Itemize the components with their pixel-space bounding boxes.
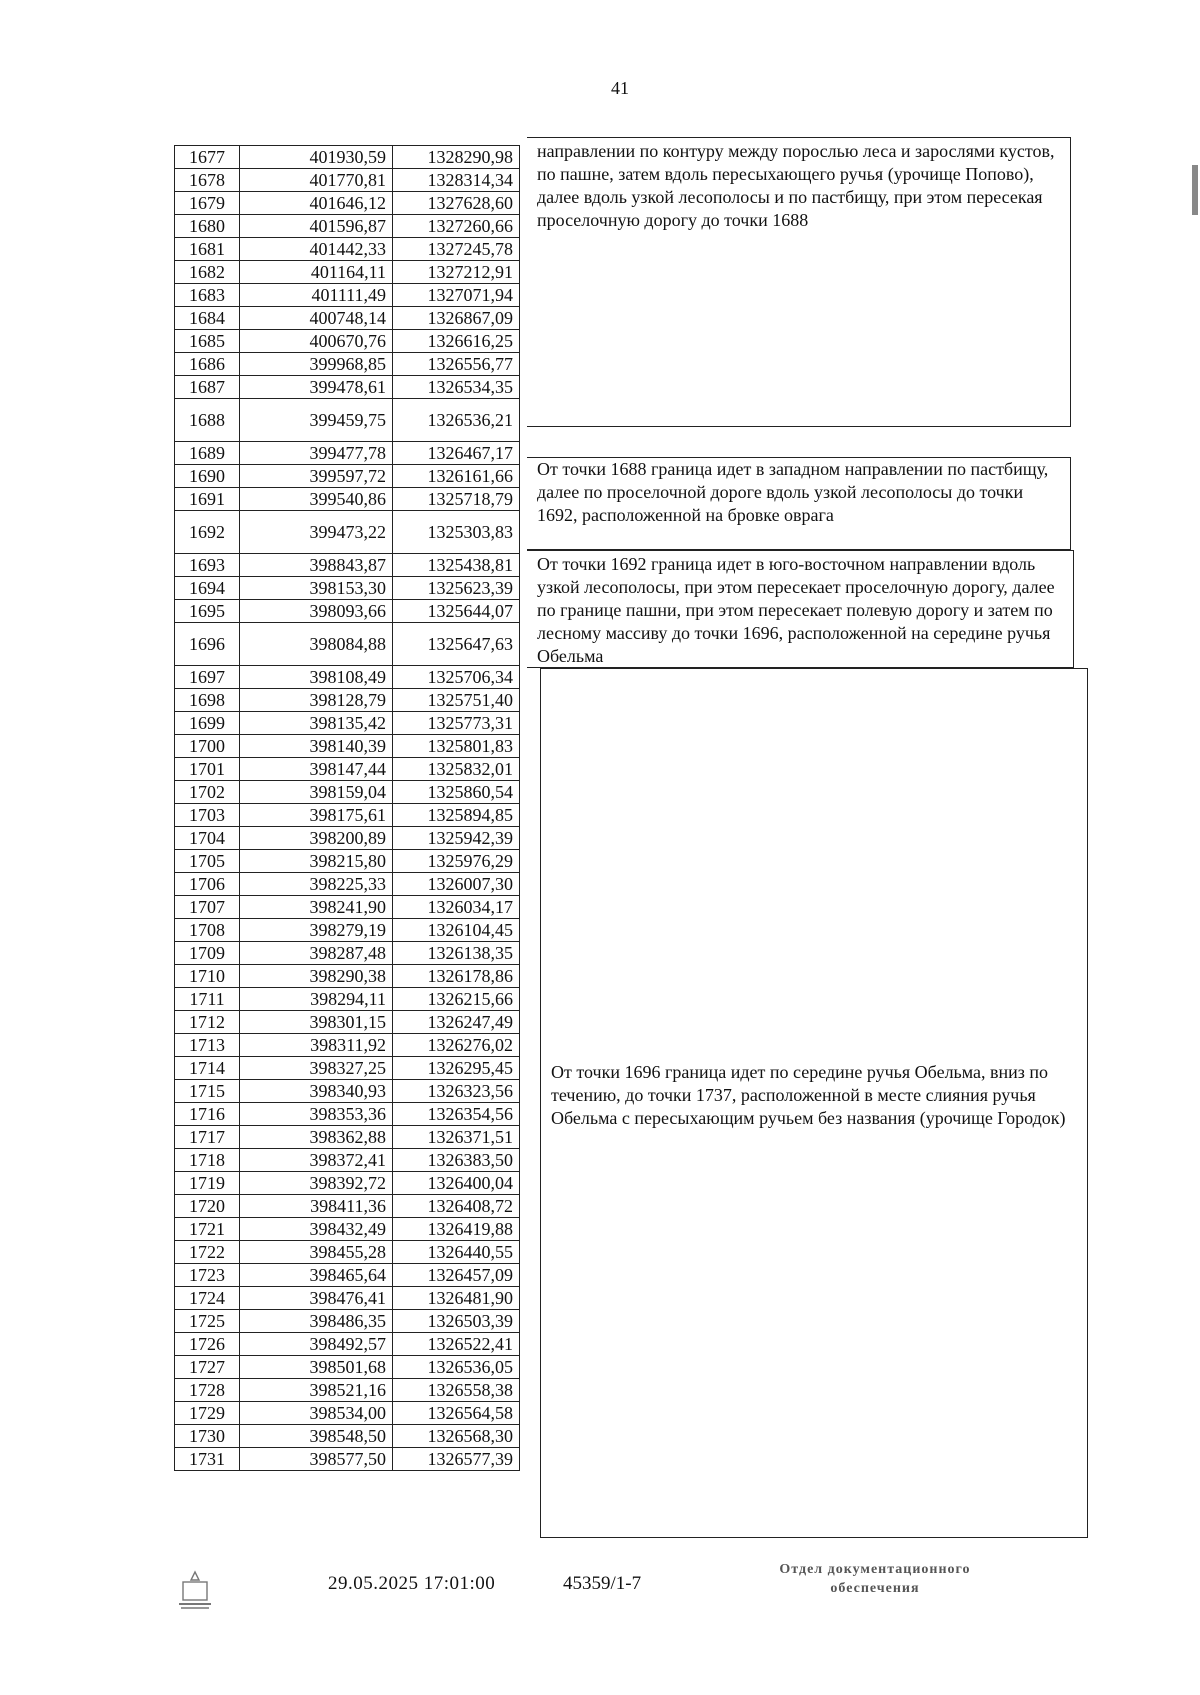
table-row <box>175 465 520 488</box>
point-number-cell: 1697 <box>175 666 240 689</box>
x-coordinate-cell: 398294,11 <box>240 988 393 1011</box>
table-row <box>175 1356 520 1379</box>
table-row <box>175 376 520 399</box>
y-coordinate-cell: 1326400,04 <box>393 1172 520 1195</box>
table-row <box>175 238 520 261</box>
point-number-cell: 1711 <box>175 988 240 1011</box>
x-coordinate-cell: 398548,50 <box>240 1425 393 1448</box>
x-coordinate-cell: 399968,85 <box>240 353 393 376</box>
x-coordinate-cell: 401770,81 <box>240 169 393 192</box>
x-coordinate-cell: 401646,12 <box>240 192 393 215</box>
point-number-cell: 1702 <box>175 781 240 804</box>
footer-document-code: 45359/1-7 <box>563 1573 642 1594</box>
x-coordinate-cell: 398225,33 <box>240 873 393 896</box>
y-coordinate-cell: 1328290,98 <box>393 146 520 169</box>
table-row <box>175 192 520 215</box>
x-coordinate-cell: 398372,41 <box>240 1149 393 1172</box>
y-coordinate-cell: 1327628,60 <box>393 192 520 215</box>
point-number-cell: 1724 <box>175 1287 240 1310</box>
y-coordinate-cell: 1325894,85 <box>393 804 520 827</box>
table-row <box>175 988 520 1011</box>
table-row <box>175 307 520 330</box>
table-row <box>175 827 520 850</box>
x-coordinate-cell: 398476,41 <box>240 1287 393 1310</box>
x-coordinate-cell: 398521,16 <box>240 1379 393 1402</box>
y-coordinate-cell: 1327245,78 <box>393 238 520 261</box>
x-coordinate-cell: 399473,22 <box>240 511 393 554</box>
point-number-cell: 1707 <box>175 896 240 919</box>
point-number-cell: 1700 <box>175 735 240 758</box>
table-row <box>175 942 520 965</box>
y-coordinate-cell: 1326371,51 <box>393 1126 520 1149</box>
x-coordinate-cell: 398465,64 <box>240 1264 393 1287</box>
x-coordinate-cell: 398534,00 <box>240 1402 393 1425</box>
table-row <box>175 689 520 712</box>
table-row <box>175 1011 520 1034</box>
y-coordinate-cell: 1326276,02 <box>393 1034 520 1057</box>
x-coordinate-cell: 398340,93 <box>240 1080 393 1103</box>
table-row <box>175 399 520 442</box>
y-coordinate-cell: 1326503,39 <box>393 1310 520 1333</box>
y-coordinate-cell: 1327212,91 <box>393 261 520 284</box>
point-number-cell: 1698 <box>175 689 240 712</box>
y-coordinate-cell: 1326104,45 <box>393 919 520 942</box>
table-row <box>175 896 520 919</box>
point-number-cell: 1725 <box>175 1310 240 1333</box>
x-coordinate-cell: 400670,76 <box>240 330 393 353</box>
point-number-cell: 1690 <box>175 465 240 488</box>
department-stamp <box>725 1560 1025 1598</box>
x-coordinate-cell: 401164,11 <box>240 261 393 284</box>
y-coordinate-cell: 1326577,39 <box>393 1448 520 1471</box>
point-number-cell: 1731 <box>175 1448 240 1471</box>
table-row <box>175 1448 520 1471</box>
table-row <box>175 1195 520 1218</box>
table-row <box>175 1126 520 1149</box>
point-number-cell: 1701 <box>175 758 240 781</box>
table-row <box>175 1172 520 1195</box>
y-coordinate-cell: 1326138,35 <box>393 942 520 965</box>
point-number-cell: 1730 <box>175 1425 240 1448</box>
x-coordinate-cell: 399459,75 <box>240 399 393 442</box>
x-coordinate-cell: 398108,49 <box>240 666 393 689</box>
x-coordinate-cell: 398486,35 <box>240 1310 393 1333</box>
point-number-cell: 1684 <box>175 307 240 330</box>
point-number-cell: 1678 <box>175 169 240 192</box>
x-coordinate-cell: 398287,48 <box>240 942 393 965</box>
stamp-line-1: Отдел документационного <box>779 1562 971 1577</box>
y-coordinate-cell: 1326354,56 <box>393 1103 520 1126</box>
x-coordinate-cell: 398175,61 <box>240 804 393 827</box>
y-coordinate-cell: 1325303,83 <box>393 511 520 554</box>
x-coordinate-cell: 398501,68 <box>240 1356 393 1379</box>
x-coordinate-cell: 398492,57 <box>240 1333 393 1356</box>
y-coordinate-cell: 1325644,07 <box>393 600 520 623</box>
x-coordinate-cell: 401930,59 <box>240 146 393 169</box>
point-number-cell: 1717 <box>175 1126 240 1149</box>
point-number-cell: 1716 <box>175 1103 240 1126</box>
x-coordinate-cell: 398311,92 <box>240 1034 393 1057</box>
point-number-cell: 1688 <box>175 399 240 442</box>
x-coordinate-cell: 399540,86 <box>240 488 393 511</box>
emblem-icon <box>175 1568 215 1612</box>
table-row <box>175 1287 520 1310</box>
table-row <box>175 284 520 307</box>
table-row <box>175 804 520 827</box>
y-coordinate-cell: 1325718,79 <box>393 488 520 511</box>
point-number-cell: 1680 <box>175 215 240 238</box>
y-coordinate-cell: 1326440,55 <box>393 1241 520 1264</box>
coordinates-table <box>174 145 520 1471</box>
point-number-cell: 1728 <box>175 1379 240 1402</box>
y-coordinate-cell: 1326215,66 <box>393 988 520 1011</box>
y-coordinate-cell: 1326383,50 <box>393 1149 520 1172</box>
x-coordinate-cell: 398301,15 <box>240 1011 393 1034</box>
scan-edge-mark <box>1192 165 1198 215</box>
point-number-cell: 1720 <box>175 1195 240 1218</box>
table-row <box>175 1080 520 1103</box>
y-coordinate-cell: 1326408,72 <box>393 1195 520 1218</box>
boundary-description-3: От точки 1692 граница идет в юго-восточном направлении вдоль узкой лесополосы, при этом пересекает проселочную дорогу, далее по границе пашни, при этом пересекает полевую дорогу и затем по лесному массиву до точки 1696, расположенной на середине ручья Обельма <box>527 550 1074 668</box>
point-number-cell: 1679 <box>175 192 240 215</box>
point-number-cell: 1691 <box>175 488 240 511</box>
table-row <box>175 1333 520 1356</box>
x-coordinate-cell: 398353,36 <box>240 1103 393 1126</box>
x-coordinate-cell: 398128,79 <box>240 689 393 712</box>
x-coordinate-cell: 398577,50 <box>240 1448 393 1471</box>
point-number-cell: 1685 <box>175 330 240 353</box>
table-row <box>175 215 520 238</box>
point-number-cell: 1708 <box>175 919 240 942</box>
y-coordinate-cell: 1325942,39 <box>393 827 520 850</box>
table-row <box>175 353 520 376</box>
y-coordinate-cell: 1326161,66 <box>393 465 520 488</box>
y-coordinate-cell: 1327071,94 <box>393 284 520 307</box>
x-coordinate-cell: 399477,78 <box>240 442 393 465</box>
y-coordinate-cell: 1325751,40 <box>393 689 520 712</box>
x-coordinate-cell: 398147,44 <box>240 758 393 781</box>
table-row <box>175 1264 520 1287</box>
point-number-cell: 1704 <box>175 827 240 850</box>
y-coordinate-cell: 1327260,66 <box>393 215 520 238</box>
table-row <box>175 1425 520 1448</box>
y-coordinate-cell: 1326295,45 <box>393 1057 520 1080</box>
point-number-cell: 1695 <box>175 600 240 623</box>
x-coordinate-cell: 398215,80 <box>240 850 393 873</box>
x-coordinate-cell: 401442,33 <box>240 238 393 261</box>
x-coordinate-cell: 398290,38 <box>240 965 393 988</box>
x-coordinate-cell: 398153,30 <box>240 577 393 600</box>
table-row <box>175 169 520 192</box>
x-coordinate-cell: 398159,04 <box>240 781 393 804</box>
point-number-cell: 1686 <box>175 353 240 376</box>
x-coordinate-cell: 401111,49 <box>240 284 393 307</box>
y-coordinate-cell: 1325647,63 <box>393 623 520 666</box>
y-coordinate-cell: 1326247,49 <box>393 1011 520 1034</box>
y-coordinate-cell: 1326558,38 <box>393 1379 520 1402</box>
y-coordinate-cell: 1325623,39 <box>393 577 520 600</box>
y-coordinate-cell: 1326481,90 <box>393 1287 520 1310</box>
y-coordinate-cell: 1325773,31 <box>393 712 520 735</box>
point-number-cell: 1681 <box>175 238 240 261</box>
y-coordinate-cell: 1326457,09 <box>393 1264 520 1287</box>
x-coordinate-cell: 398455,28 <box>240 1241 393 1264</box>
point-number-cell: 1714 <box>175 1057 240 1080</box>
table-row <box>175 873 520 896</box>
point-number-cell: 1689 <box>175 442 240 465</box>
table-row <box>175 758 520 781</box>
table-row <box>175 261 520 284</box>
x-coordinate-cell: 398241,90 <box>240 896 393 919</box>
x-coordinate-cell: 398362,88 <box>240 1126 393 1149</box>
x-coordinate-cell: 398432,49 <box>240 1218 393 1241</box>
table-row <box>175 919 520 942</box>
point-number-cell: 1696 <box>175 623 240 666</box>
x-coordinate-cell: 398843,87 <box>240 554 393 577</box>
table-row <box>175 1057 520 1080</box>
table-row <box>175 488 520 511</box>
table-row <box>175 1241 520 1264</box>
point-number-cell: 1677 <box>175 146 240 169</box>
y-coordinate-cell: 1326536,05 <box>393 1356 520 1379</box>
point-number-cell: 1710 <box>175 965 240 988</box>
x-coordinate-cell: 398200,89 <box>240 827 393 850</box>
point-number-cell: 1723 <box>175 1264 240 1287</box>
table-row <box>175 1218 520 1241</box>
x-coordinate-cell: 401596,87 <box>240 215 393 238</box>
point-number-cell: 1693 <box>175 554 240 577</box>
y-coordinate-cell: 1326556,77 <box>393 353 520 376</box>
y-coordinate-cell: 1326467,17 <box>393 442 520 465</box>
y-coordinate-cell: 1326616,25 <box>393 330 520 353</box>
table-row <box>175 554 520 577</box>
point-number-cell: 1721 <box>175 1218 240 1241</box>
table-row <box>175 735 520 758</box>
y-coordinate-cell: 1326568,30 <box>393 1425 520 1448</box>
y-coordinate-cell: 1325706,34 <box>393 666 520 689</box>
y-coordinate-cell: 1326867,09 <box>393 307 520 330</box>
point-number-cell: 1705 <box>175 850 240 873</box>
y-coordinate-cell: 1325832,01 <box>393 758 520 781</box>
point-number-cell: 1729 <box>175 1402 240 1425</box>
y-coordinate-cell: 1326536,21 <box>393 399 520 442</box>
y-coordinate-cell: 1325860,54 <box>393 781 520 804</box>
y-coordinate-cell: 1326178,86 <box>393 965 520 988</box>
point-number-cell: 1719 <box>175 1172 240 1195</box>
y-coordinate-cell: 1328314,34 <box>393 169 520 192</box>
y-coordinate-cell: 1326323,56 <box>393 1080 520 1103</box>
footer-datetime: 29.05.2025 17:01:00 <box>328 1573 496 1594</box>
point-number-cell: 1694 <box>175 577 240 600</box>
x-coordinate-cell: 398140,39 <box>240 735 393 758</box>
table-row <box>175 623 520 666</box>
table-row <box>175 1310 520 1333</box>
y-coordinate-cell: 1326564,58 <box>393 1402 520 1425</box>
table-row <box>175 666 520 689</box>
table-row <box>175 577 520 600</box>
x-coordinate-cell: 398093,66 <box>240 600 393 623</box>
y-coordinate-cell: 1326007,30 <box>393 873 520 896</box>
table-row <box>175 781 520 804</box>
table-row <box>175 511 520 554</box>
table-row <box>175 1034 520 1057</box>
point-number-cell: 1703 <box>175 804 240 827</box>
table-row <box>175 1379 520 1402</box>
y-coordinate-cell: 1326522,41 <box>393 1333 520 1356</box>
table-row <box>175 1149 520 1172</box>
table-row <box>175 146 520 169</box>
x-coordinate-cell: 399597,72 <box>240 465 393 488</box>
point-number-cell: 1722 <box>175 1241 240 1264</box>
table-row <box>175 965 520 988</box>
x-coordinate-cell: 400748,14 <box>240 307 393 330</box>
y-coordinate-cell: 1325438,81 <box>393 554 520 577</box>
point-number-cell: 1727 <box>175 1356 240 1379</box>
x-coordinate-cell: 398135,42 <box>240 712 393 735</box>
y-coordinate-cell: 1326419,88 <box>393 1218 520 1241</box>
x-coordinate-cell: 399478,61 <box>240 376 393 399</box>
x-coordinate-cell: 398084,88 <box>240 623 393 666</box>
stamp-line-2: обеспечения <box>830 1581 920 1596</box>
y-coordinate-cell: 1326034,17 <box>393 896 520 919</box>
y-coordinate-cell: 1326534,35 <box>393 376 520 399</box>
x-coordinate-cell: 398411,36 <box>240 1195 393 1218</box>
table-row <box>175 850 520 873</box>
point-number-cell: 1706 <box>175 873 240 896</box>
y-coordinate-cell: 1325801,83 <box>393 735 520 758</box>
table-row <box>175 1103 520 1126</box>
page-number: 41 <box>611 78 629 98</box>
table-row <box>175 1402 520 1425</box>
boundary-description-4: От точки 1696 граница идет по середине ручья Обельма, вниз по течению, до точки 1737, расположенной в месте слияния ручья Обельма с пересыхающим ручьем без названия (урочище Городок) <box>540 668 1088 1538</box>
point-number-cell: 1718 <box>175 1149 240 1172</box>
x-coordinate-cell: 398279,19 <box>240 919 393 942</box>
boundary-description-2: От точки 1688 граница идет в западном направлении по пастбищу, далее по проселочной дороге вдоль узкой лесополосы до точки 1692, расположенной на бровке оврага <box>527 457 1071 550</box>
point-number-cell: 1713 <box>175 1034 240 1057</box>
y-coordinate-cell: 1325976,29 <box>393 850 520 873</box>
point-number-cell: 1692 <box>175 511 240 554</box>
table-row <box>175 442 520 465</box>
x-coordinate-cell: 398392,72 <box>240 1172 393 1195</box>
point-number-cell: 1683 <box>175 284 240 307</box>
table-row <box>175 600 520 623</box>
point-number-cell: 1687 <box>175 376 240 399</box>
point-number-cell: 1726 <box>175 1333 240 1356</box>
point-number-cell: 1682 <box>175 261 240 284</box>
boundary-description-1: направлении по контуру между порослью леса и зарослями кустов, по пашне, затем вдоль пересыхающего ручья (урочище Попово), далее вдоль узкой лесополосы и по пастбищу, при этом пересекая проселочную дорогу до точки 1688 <box>527 137 1071 427</box>
point-number-cell: 1712 <box>175 1011 240 1034</box>
x-coordinate-cell: 398327,25 <box>240 1057 393 1080</box>
point-number-cell: 1709 <box>175 942 240 965</box>
point-number-cell: 1715 <box>175 1080 240 1103</box>
table-row <box>175 330 520 353</box>
table-row <box>175 712 520 735</box>
point-number-cell: 1699 <box>175 712 240 735</box>
